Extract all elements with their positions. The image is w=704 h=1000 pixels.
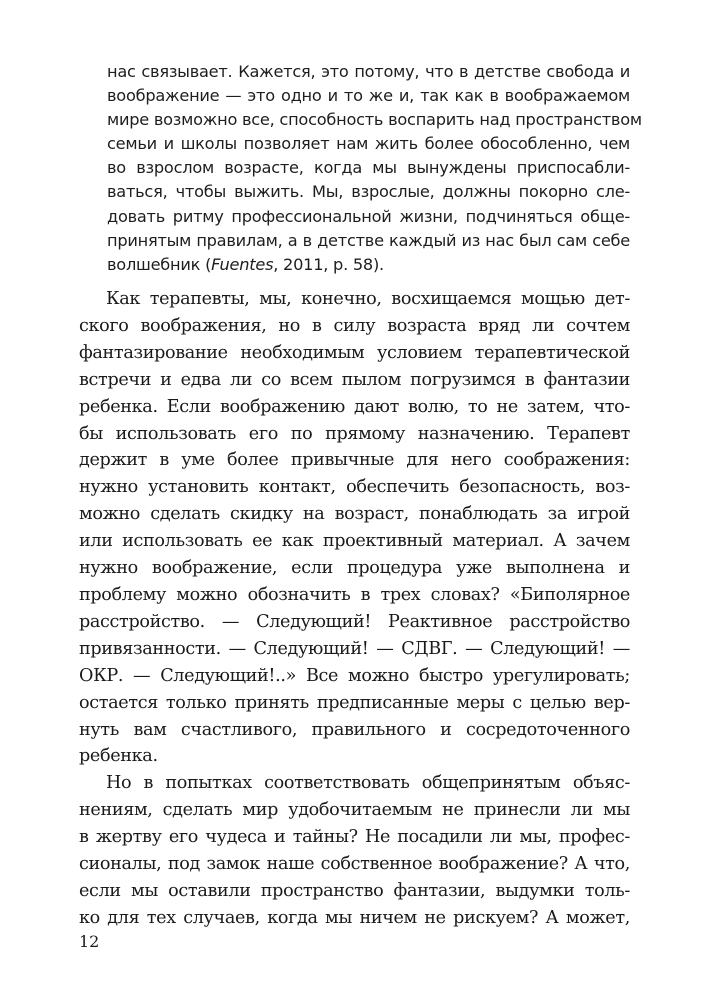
quote-citation-author: Fuentes [211, 254, 274, 274]
quote-line: принятым правилам, а в детстве каждый из нас был сам себе [107, 230, 630, 250]
paragraph-line: Но в попытках соответствовать общепринятым объяс- [106, 773, 630, 794]
quote-citation-suffix: , 2011, p. 58). [273, 254, 384, 274]
paragraph-line: ребенка. Если воображению дают волю, то не затем, что- [79, 396, 630, 417]
quote-line: воображение — это одно и то же и, так как в воображаемом [107, 86, 630, 106]
quote-line: довать ритму профессиональной жизни, подчиняться обще- [107, 206, 630, 226]
paragraph-line: проблему можно обозначить в трех словах? «Биполярное [79, 584, 630, 605]
paragraph-line: встречи и едва ли со всем пылом погрузимся в фантазии [79, 369, 630, 390]
paragraph-line: привязанности. — Следующий! — СДВГ. — Следующий! — [79, 638, 630, 659]
paragraph-1 [79, 286, 630, 770]
paragraph-line: или использовать ее как проективный материал. А зачем [79, 531, 630, 552]
paragraph-line: держит в уме более привычные для него соображения: [79, 450, 630, 471]
paragraph-line: сионалы, под замок наше собственное воображение? А что, [79, 854, 630, 875]
paragraph-line: нуть вам счастливого, правильного и сосредоточенного [79, 719, 630, 740]
paragraph-2 [79, 770, 630, 931]
paragraph-line: ского воображения, но в силу возраста вряд ли сочтем [79, 315, 630, 336]
quote-line: мире возможно все, способность воспарить над пространством [107, 110, 642, 130]
paragraph-line: Как терапевты, мы, конечно, восхищаемся мощью дет- [106, 289, 630, 309]
body-text [79, 286, 630, 932]
paragraph-line: в жертву его чудеса и тайны? Не посадили ли мы, профес- [79, 827, 630, 848]
paragraph-line: остается только принять предписанные меры с целью вер- [79, 692, 630, 713]
quote-line: во взрослом возрасте, когда мы вынуждены приспосабли- [107, 158, 630, 178]
quote-citation-prefix: волшебник ( [107, 254, 212, 274]
paragraph-line: ко для тех случаев, когда мы ничем не рискуем? А может, [79, 907, 630, 928]
paragraph-line: ОКР. — Следующий!..» Все можно быстро урегулировать; [79, 665, 630, 686]
paragraph-line: можно сделать скидку на возраст, понаблюдать за игрой [79, 504, 630, 525]
paragraph-line: нужно воображение, если процедура уже выполнена и [79, 558, 630, 579]
paragraph-line: нениям, сделать мир удобочитаемым не принесли ли мы [79, 800, 630, 821]
paragraph-line: нужно установить контакт, обеспечить безопасность, воз- [79, 477, 630, 498]
paragraph-line: расстройство. — Следующий! Реактивное расстройство [79, 611, 630, 632]
paragraph-line: фантазирование необходимым условием терапевтической [79, 342, 630, 363]
paragraph-line: если мы оставили пространство фантазии, выдумки толь- [79, 880, 630, 901]
paragraph-line: бы использовать его по прямому назначению. Терапевт [79, 423, 630, 444]
quote-last-line [107, 253, 630, 277]
quote-line: ваться, чтобы выжить. Мы, взрослые, должны покорно сле- [107, 182, 630, 202]
page-number: 12 [79, 932, 100, 951]
quote-line: нас связывает. Кажется, это потому, что в детстве свобода и [107, 62, 630, 81]
paragraph-line: ребенка. [79, 746, 158, 767]
quote-line: семьи и школы позволяет нам жить более обособленно, чем [107, 134, 630, 154]
block-quote [107, 60, 642, 277]
